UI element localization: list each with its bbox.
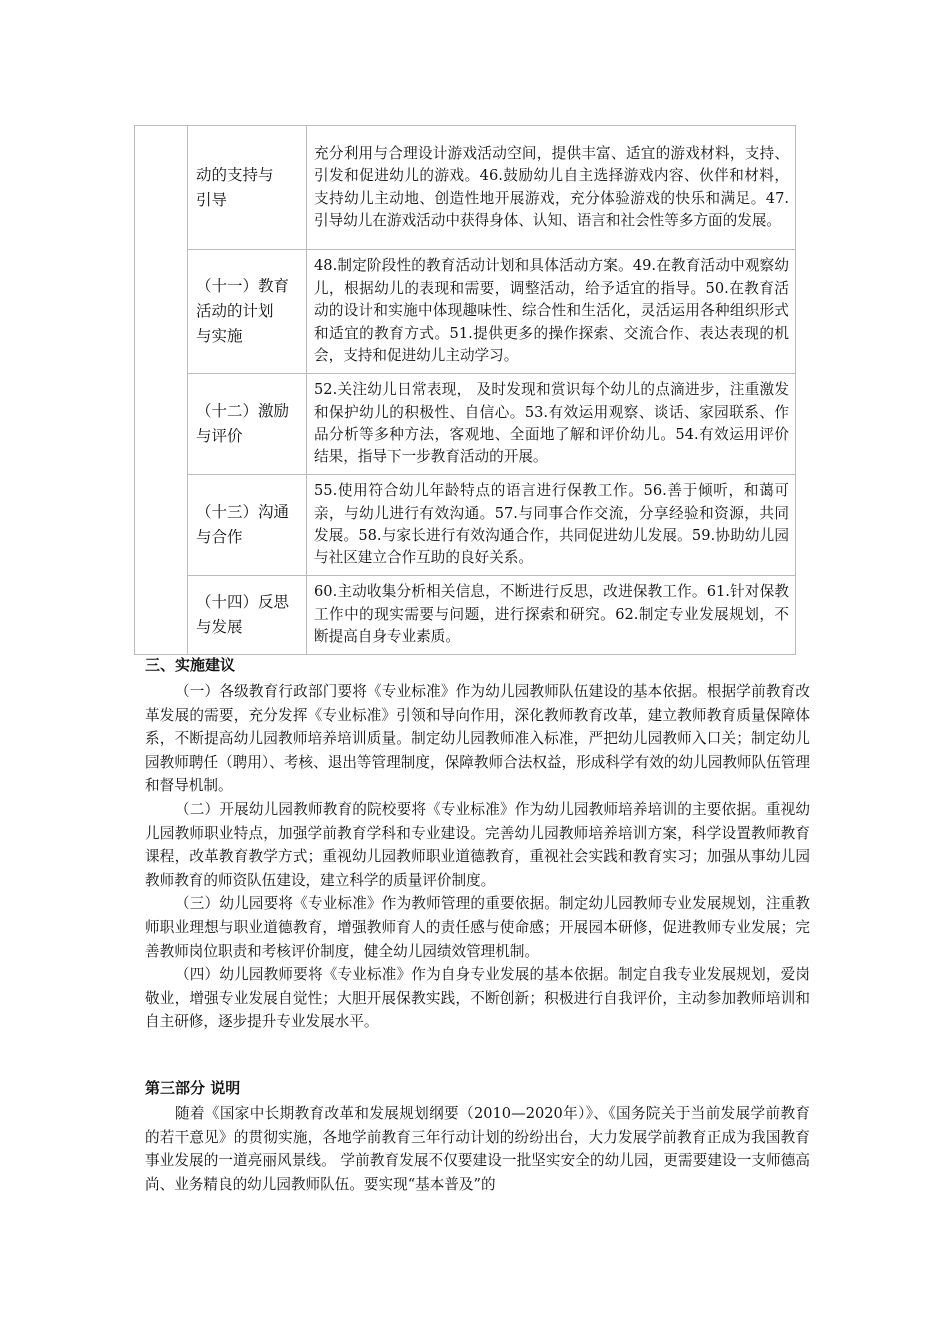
part3-body [145, 1102, 810, 1196]
table-row [135, 475, 796, 576]
paragraph: 随着《国家中长期教育改革和发展规划纲要（2010—2020年）》、《国务院关于当前发展学前教育的若干意见》的贯彻实施，各地学前教育三年行动计划的纷纷出台，大力发展学前教育正成为我国教育事业发展的一道亮丽风景线。 学前教育发展不仅要建设一批坚实安全的幼儿园，更需要建设一支师德高尚、业务精良的幼儿园教师队伍。要实现“基本普及”的 [145, 1105, 810, 1193]
content-cell: 52.关注幼儿日常表现， 及时发现和赏识每个幼儿的点滴进步，注重激发和保护幼儿的积极性、自信心。53.有效运用观察、谈话、家园联系、作品分析等多种方法，客观地、全面地了解和评价幼儿。54.有效运用评价结果，指导下一步教育活动的开展。 [307, 374, 796, 475]
part-heading: 第三部分 说明 [145, 1079, 241, 1097]
paragraph: （二）开展幼儿园教师教育的院校要将《专业标准》作为幼儿园教师培养培训的主要依据。重视幼儿园教师职业特点，加强学前教育学科和专业建设。完善幼儿园教师培养培训方案，科学设置教师教育课程，改革教育教学方式；重视幼儿园教师职业道德教育，重视社会实践和教育实习；加强从事幼儿园教师教育的师资队伍建设，建立科学的质量评价制度。 [145, 800, 810, 889]
content-cell: 48.制定阶段性的教育活动计划和具体活动方案。49.在教育活动中观察幼儿，根据幼儿的表现和需要，调整活动，给予适宜的指导。50.在教育活动的设计和实施中体现趣味性、综合性和生活化，灵活运用各种组织形式和适宜的教育方式。51.提供更多的操作探索、交流合作、表达表现的机会，支持和促进幼儿主动学习。 [307, 250, 796, 374]
domain-cell: （十二）激励 与评价 [188, 374, 307, 475]
table-row [135, 250, 796, 374]
section-heading: 三、实施建议 [145, 656, 236, 674]
domain-cell: 动的支持与 引导 [188, 126, 307, 250]
standards-table [134, 125, 796, 655]
dimension-cell [135, 126, 188, 655]
paragraph: （一）各级教育行政部门要将《专业标准》作为幼儿园教师队伍建设的基本依据。根据学前教育改革发展的需要，充分发挥《专业标准》引领和导向作用，深化教师教育改革，建立教师教育质量保障体系，不断提高幼儿园教师培养培训质量。制定幼儿园教师准入标准，严把幼儿园教师入口关；制定幼儿园教师聘任（聘用）、考核、退出等管理制度，保障教师合法权益，形成科学有效的幼儿园教师队伍管理和督导机制。 [145, 683, 810, 795]
table-row [135, 126, 796, 250]
paragraph: （四）幼儿园教师要将《专业标准》作为自身专业发展的基本依据。制定自我专业发展规划，爱岗敬业，增强专业发展自觉性；大胆开展保教实践，不断创新；积极进行自我评价，主动参加教师培训和自主研修，逐步提升专业发展水平。 [145, 966, 810, 1031]
content-cell: 充分利用与合理设计游戏活动空间，提供丰富、适宜的游戏材料，支持、引发和促进幼儿的游戏。46.鼓励幼儿自主选择游戏内容、伙伴和材料，支持幼儿主动地、创造性地开展游戏，充分体验游戏的快乐和满足。47.引导幼儿在游戏活动中获得身体、认知、语言和社会性等多方面的发展。 [307, 126, 796, 250]
content-cell: 60.主动收集分析相关信息，不断进行反思，改进保教工作。61.针对保教工作中的现实需要与问题，进行探索和研究。62.制定专业发展规划，不断提高自身专业素质。 [307, 576, 796, 655]
table-row [135, 576, 796, 655]
domain-cell: （十四）反思 与发展 [188, 576, 307, 655]
table-row [135, 374, 796, 475]
paragraph: （三）幼儿园要将《专业标准》作为教师管理的重要依据。制定幼儿园教师专业发展规划，注重教师职业理想与职业道德教育，增强教师育人的责任感与使命感；开展园本研修，促进教师专业发展；完善教师岗位职责和考核评价制度，健全幼儿园绩效管理机制。 [145, 895, 810, 960]
content-cell: 55.使用符合幼儿年龄特点的语言进行保教工作。56.善于倾听，和蔼可亲，与幼儿进行有效沟通。57.与同事合作交流，分享经验和资源，共同发展。58.与家长进行有效沟通合作，共同促进幼儿发展。59.协助幼儿园与社区建立合作互助的良好关系。 [307, 475, 796, 576]
domain-cell: （十三）沟通 与合作 [188, 475, 307, 576]
implementation-suggestions [145, 680, 810, 1034]
domain-cell: （十一）教育 活动的计划 与实施 [188, 250, 307, 374]
